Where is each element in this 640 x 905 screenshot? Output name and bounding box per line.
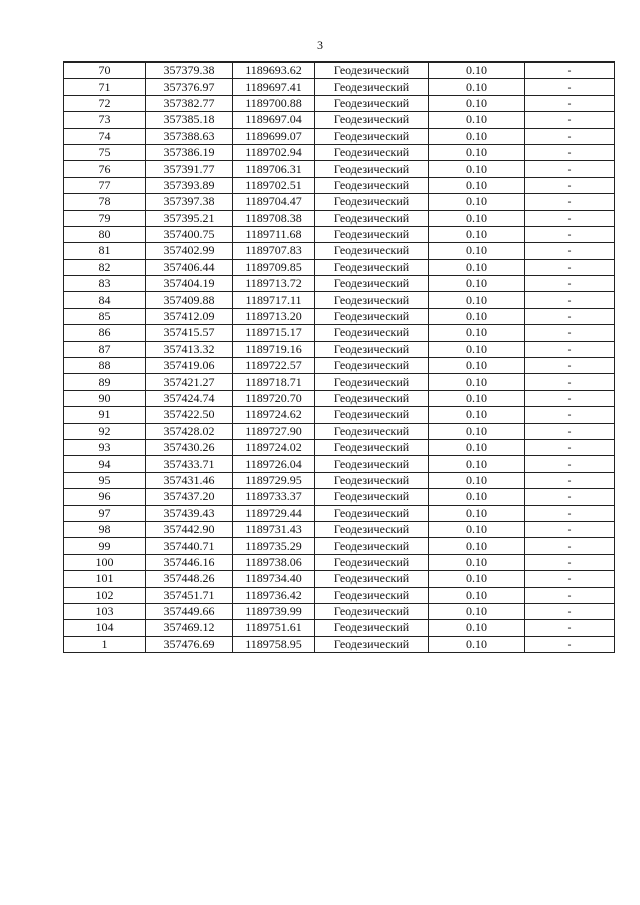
accuracy-cell: 0.10 — [429, 292, 525, 308]
accuracy-cell: 0.10 — [429, 177, 525, 193]
accuracy-cell: 0.10 — [429, 374, 525, 390]
table-row — [64, 112, 615, 128]
page-number: 3 — [317, 38, 323, 52]
y-coordinate-cell: 1189726.04 — [233, 456, 315, 472]
point-number-cell: 82 — [64, 259, 146, 275]
note-cell: - — [525, 390, 615, 406]
y-coordinate-cell: 1189722.57 — [233, 358, 315, 374]
method-cell: Геодезический — [315, 62, 429, 79]
accuracy-cell: 0.10 — [429, 489, 525, 505]
method-cell: Геодезический — [315, 505, 429, 521]
accuracy-cell: 0.10 — [429, 538, 525, 554]
point-number-cell: 86 — [64, 325, 146, 341]
method-cell: Геодезический — [315, 538, 429, 554]
table-row — [64, 423, 615, 439]
note-cell: - — [525, 407, 615, 423]
y-coordinate-cell: 1189751.61 — [233, 620, 315, 636]
y-coordinate-cell: 1189736.42 — [233, 587, 315, 603]
y-coordinate-cell: 1189731.43 — [233, 521, 315, 537]
note-cell: - — [525, 603, 615, 619]
x-coordinate-cell: 357391.77 — [146, 161, 233, 177]
y-coordinate-cell: 1189697.04 — [233, 112, 315, 128]
x-coordinate-cell: 357469.12 — [146, 620, 233, 636]
point-number-cell: 1 — [64, 636, 146, 652]
note-cell: - — [525, 292, 615, 308]
x-coordinate-cell: 357430.26 — [146, 439, 233, 455]
x-coordinate-cell: 357419.06 — [146, 358, 233, 374]
accuracy-cell: 0.10 — [429, 587, 525, 603]
table-row — [64, 341, 615, 357]
x-coordinate-cell: 357388.63 — [146, 128, 233, 144]
table-row — [64, 620, 615, 636]
x-coordinate-cell: 357376.97 — [146, 79, 233, 95]
accuracy-cell: 0.10 — [429, 390, 525, 406]
x-coordinate-cell: 357412.09 — [146, 308, 233, 324]
accuracy-cell: 0.10 — [429, 358, 525, 374]
x-coordinate-cell: 357449.66 — [146, 603, 233, 619]
note-cell: - — [525, 308, 615, 324]
accuracy-cell: 0.10 — [429, 62, 525, 79]
note-cell: - — [525, 259, 615, 275]
note-cell: - — [525, 439, 615, 455]
x-coordinate-cell: 357395.21 — [146, 210, 233, 226]
table-row — [64, 407, 615, 423]
method-cell: Геодезический — [315, 161, 429, 177]
note-cell: - — [525, 341, 615, 357]
method-cell: Геодезический — [315, 210, 429, 226]
table-row — [64, 390, 615, 406]
method-cell: Геодезический — [315, 128, 429, 144]
point-number-cell: 74 — [64, 128, 146, 144]
method-cell: Геодезический — [315, 95, 429, 111]
table-row — [64, 79, 615, 95]
x-coordinate-cell: 357442.90 — [146, 521, 233, 537]
y-coordinate-cell: 1189709.85 — [233, 259, 315, 275]
accuracy-cell: 0.10 — [429, 423, 525, 439]
point-number-cell: 98 — [64, 521, 146, 537]
note-cell: - — [525, 226, 615, 242]
x-coordinate-cell: 357385.18 — [146, 112, 233, 128]
table-row — [64, 259, 615, 275]
accuracy-cell: 0.10 — [429, 144, 525, 160]
y-coordinate-cell: 1189718.71 — [233, 374, 315, 390]
note-cell: - — [525, 210, 615, 226]
y-coordinate-cell: 1189739.99 — [233, 603, 315, 619]
y-coordinate-cell: 1189724.62 — [233, 407, 315, 423]
x-coordinate-cell: 357433.71 — [146, 456, 233, 472]
note-cell: - — [525, 128, 615, 144]
x-coordinate-cell: 357439.43 — [146, 505, 233, 521]
x-coordinate-cell: 357448.26 — [146, 571, 233, 587]
x-coordinate-cell: 357440.71 — [146, 538, 233, 554]
method-cell: Геодезический — [315, 390, 429, 406]
point-number-cell: 84 — [64, 292, 146, 308]
x-coordinate-cell: 357446.16 — [146, 554, 233, 570]
y-coordinate-cell: 1189699.07 — [233, 128, 315, 144]
note-cell: - — [525, 161, 615, 177]
table-row — [64, 177, 615, 193]
table-row — [64, 358, 615, 374]
accuracy-cell: 0.10 — [429, 161, 525, 177]
x-coordinate-cell: 357382.77 — [146, 95, 233, 111]
table-row — [64, 587, 615, 603]
x-coordinate-cell: 357404.19 — [146, 276, 233, 292]
method-cell: Геодезический — [315, 79, 429, 95]
accuracy-cell: 0.10 — [429, 407, 525, 423]
table-row — [64, 571, 615, 587]
note-cell: - — [525, 554, 615, 570]
x-coordinate-cell: 357421.27 — [146, 374, 233, 390]
table-row — [64, 538, 615, 554]
method-cell: Геодезический — [315, 194, 429, 210]
point-number-cell: 80 — [64, 226, 146, 242]
accuracy-cell: 0.10 — [429, 325, 525, 341]
table-row — [64, 325, 615, 341]
x-coordinate-cell: 357393.89 — [146, 177, 233, 193]
point-number-cell: 104 — [64, 620, 146, 636]
point-number-cell: 79 — [64, 210, 146, 226]
note-cell: - — [525, 456, 615, 472]
table-row — [64, 456, 615, 472]
accuracy-cell: 0.10 — [429, 505, 525, 521]
accuracy-cell: 0.10 — [429, 341, 525, 357]
method-cell: Геодезический — [315, 341, 429, 357]
note-cell: - — [525, 374, 615, 390]
note-cell: - — [525, 112, 615, 128]
table-row — [64, 276, 615, 292]
y-coordinate-cell: 1189727.90 — [233, 423, 315, 439]
y-coordinate-cell: 1189715.17 — [233, 325, 315, 341]
point-number-cell: 97 — [64, 505, 146, 521]
y-coordinate-cell: 1189719.16 — [233, 341, 315, 357]
point-number-cell: 102 — [64, 587, 146, 603]
note-cell: - — [525, 144, 615, 160]
point-number-cell: 89 — [64, 374, 146, 390]
y-coordinate-cell: 1189702.94 — [233, 144, 315, 160]
accuracy-cell: 0.10 — [429, 308, 525, 324]
point-number-cell: 73 — [64, 112, 146, 128]
note-cell: - — [525, 571, 615, 587]
table-row — [64, 521, 615, 537]
x-coordinate-cell: 357451.71 — [146, 587, 233, 603]
note-cell: - — [525, 194, 615, 210]
point-number-cell: 93 — [64, 439, 146, 455]
accuracy-cell: 0.10 — [429, 243, 525, 259]
note-cell: - — [525, 325, 615, 341]
accuracy-cell: 0.10 — [429, 112, 525, 128]
y-coordinate-cell: 1189700.88 — [233, 95, 315, 111]
y-coordinate-cell: 1189706.31 — [233, 161, 315, 177]
point-number-cell: 90 — [64, 390, 146, 406]
x-coordinate-cell: 357431.46 — [146, 472, 233, 488]
table-row — [64, 210, 615, 226]
note-cell: - — [525, 243, 615, 259]
method-cell: Геодезический — [315, 603, 429, 619]
method-cell: Геодезический — [315, 358, 429, 374]
x-coordinate-cell: 357437.20 — [146, 489, 233, 505]
point-number-cell: 77 — [64, 177, 146, 193]
x-coordinate-cell: 357476.69 — [146, 636, 233, 652]
x-coordinate-cell: 357409.88 — [146, 292, 233, 308]
y-coordinate-cell: 1189734.40 — [233, 571, 315, 587]
table-row — [64, 194, 615, 210]
x-coordinate-cell: 357379.38 — [146, 62, 233, 79]
method-cell: Геодезический — [315, 276, 429, 292]
accuracy-cell: 0.10 — [429, 554, 525, 570]
point-number-cell: 100 — [64, 554, 146, 570]
accuracy-cell: 0.10 — [429, 620, 525, 636]
coordinates-table — [63, 61, 615, 653]
accuracy-cell: 0.10 — [429, 95, 525, 111]
note-cell: - — [525, 489, 615, 505]
note-cell: - — [525, 177, 615, 193]
x-coordinate-cell: 357424.74 — [146, 390, 233, 406]
note-cell: - — [525, 587, 615, 603]
method-cell: Геодезический — [315, 226, 429, 242]
x-coordinate-cell: 357406.44 — [146, 259, 233, 275]
note-cell: - — [525, 423, 615, 439]
y-coordinate-cell: 1189713.72 — [233, 276, 315, 292]
point-number-cell: 95 — [64, 472, 146, 488]
accuracy-cell: 0.10 — [429, 128, 525, 144]
note-cell: - — [525, 276, 615, 292]
y-coordinate-cell: 1189717.11 — [233, 292, 315, 308]
accuracy-cell: 0.10 — [429, 521, 525, 537]
method-cell: Геодезический — [315, 587, 429, 603]
accuracy-cell: 0.10 — [429, 79, 525, 95]
method-cell: Геодезический — [315, 571, 429, 587]
y-coordinate-cell: 1189729.95 — [233, 472, 315, 488]
note-cell: - — [525, 620, 615, 636]
table-row — [64, 128, 615, 144]
method-cell: Геодезический — [315, 554, 429, 570]
y-coordinate-cell: 1189729.44 — [233, 505, 315, 521]
point-number-cell: 76 — [64, 161, 146, 177]
method-cell: Геодезический — [315, 243, 429, 259]
y-coordinate-cell: 1189702.51 — [233, 177, 315, 193]
accuracy-cell: 0.10 — [429, 571, 525, 587]
method-cell: Геодезический — [315, 374, 429, 390]
method-cell: Геодезический — [315, 521, 429, 537]
table-row — [64, 636, 615, 652]
accuracy-cell: 0.10 — [429, 226, 525, 242]
coordinates-table-body — [64, 62, 615, 653]
point-number-cell: 85 — [64, 308, 146, 324]
y-coordinate-cell: 1189724.02 — [233, 439, 315, 455]
table-row — [64, 161, 615, 177]
table-row — [64, 439, 615, 455]
x-coordinate-cell: 357428.02 — [146, 423, 233, 439]
point-number-cell: 103 — [64, 603, 146, 619]
table-row — [64, 472, 615, 488]
method-cell: Геодезический — [315, 636, 429, 652]
point-number-cell: 83 — [64, 276, 146, 292]
note-cell: - — [525, 62, 615, 79]
x-coordinate-cell: 357422.50 — [146, 407, 233, 423]
method-cell: Геодезический — [315, 439, 429, 455]
accuracy-cell: 0.10 — [429, 603, 525, 619]
x-coordinate-cell: 357415.57 — [146, 325, 233, 341]
accuracy-cell: 0.10 — [429, 456, 525, 472]
point-number-cell: 91 — [64, 407, 146, 423]
point-number-cell: 94 — [64, 456, 146, 472]
note-cell: - — [525, 636, 615, 652]
x-coordinate-cell: 357402.99 — [146, 243, 233, 259]
y-coordinate-cell: 1189713.20 — [233, 308, 315, 324]
x-coordinate-cell: 357400.75 — [146, 226, 233, 242]
x-coordinate-cell: 357386.19 — [146, 144, 233, 160]
point-number-cell: 99 — [64, 538, 146, 554]
method-cell: Геодезический — [315, 144, 429, 160]
point-number-cell: 92 — [64, 423, 146, 439]
x-coordinate-cell: 357413.32 — [146, 341, 233, 357]
table-row — [64, 62, 615, 79]
point-number-cell: 72 — [64, 95, 146, 111]
method-cell: Геодезический — [315, 620, 429, 636]
note-cell: - — [525, 358, 615, 374]
table-row — [64, 226, 615, 242]
note-cell: - — [525, 472, 615, 488]
table-row — [64, 292, 615, 308]
table-row — [64, 554, 615, 570]
note-cell: - — [525, 79, 615, 95]
point-number-cell: 70 — [64, 62, 146, 79]
point-number-cell: 96 — [64, 489, 146, 505]
y-coordinate-cell: 1189708.38 — [233, 210, 315, 226]
method-cell: Геодезический — [315, 112, 429, 128]
method-cell: Геодезический — [315, 308, 429, 324]
point-number-cell: 101 — [64, 571, 146, 587]
table-row — [64, 489, 615, 505]
method-cell: Геодезический — [315, 456, 429, 472]
y-coordinate-cell: 1189693.62 — [233, 62, 315, 79]
point-number-cell: 75 — [64, 144, 146, 160]
accuracy-cell: 0.10 — [429, 259, 525, 275]
method-cell: Геодезический — [315, 177, 429, 193]
accuracy-cell: 0.10 — [429, 276, 525, 292]
method-cell: Геодезический — [315, 292, 429, 308]
note-cell: - — [525, 521, 615, 537]
table-row — [64, 308, 615, 324]
y-coordinate-cell: 1189758.95 — [233, 636, 315, 652]
point-number-cell: 71 — [64, 79, 146, 95]
y-coordinate-cell: 1189735.29 — [233, 538, 315, 554]
y-coordinate-cell: 1189738.06 — [233, 554, 315, 570]
y-coordinate-cell: 1189707.83 — [233, 243, 315, 259]
point-number-cell: 81 — [64, 243, 146, 259]
accuracy-cell: 0.10 — [429, 194, 525, 210]
point-number-cell: 78 — [64, 194, 146, 210]
point-number-cell: 88 — [64, 358, 146, 374]
y-coordinate-cell: 1189711.68 — [233, 226, 315, 242]
method-cell: Геодезический — [315, 259, 429, 275]
accuracy-cell: 0.10 — [429, 439, 525, 455]
method-cell: Геодезический — [315, 325, 429, 341]
method-cell: Геодезический — [315, 423, 429, 439]
method-cell: Геодезический — [315, 407, 429, 423]
y-coordinate-cell: 1189697.41 — [233, 79, 315, 95]
y-coordinate-cell: 1189704.47 — [233, 194, 315, 210]
note-cell: - — [525, 538, 615, 554]
accuracy-cell: 0.10 — [429, 636, 525, 652]
accuracy-cell: 0.10 — [429, 210, 525, 226]
y-coordinate-cell: 1189720.70 — [233, 390, 315, 406]
x-coordinate-cell: 357397.38 — [146, 194, 233, 210]
table-row — [64, 505, 615, 521]
table-row — [64, 374, 615, 390]
note-cell: - — [525, 505, 615, 521]
y-coordinate-cell: 1189733.37 — [233, 489, 315, 505]
point-number-cell: 87 — [64, 341, 146, 357]
table-row — [64, 95, 615, 111]
table-row — [64, 243, 615, 259]
table-row — [64, 144, 615, 160]
method-cell: Геодезический — [315, 472, 429, 488]
table-row — [64, 603, 615, 619]
note-cell: - — [525, 95, 615, 111]
accuracy-cell: 0.10 — [429, 472, 525, 488]
method-cell: Геодезический — [315, 489, 429, 505]
